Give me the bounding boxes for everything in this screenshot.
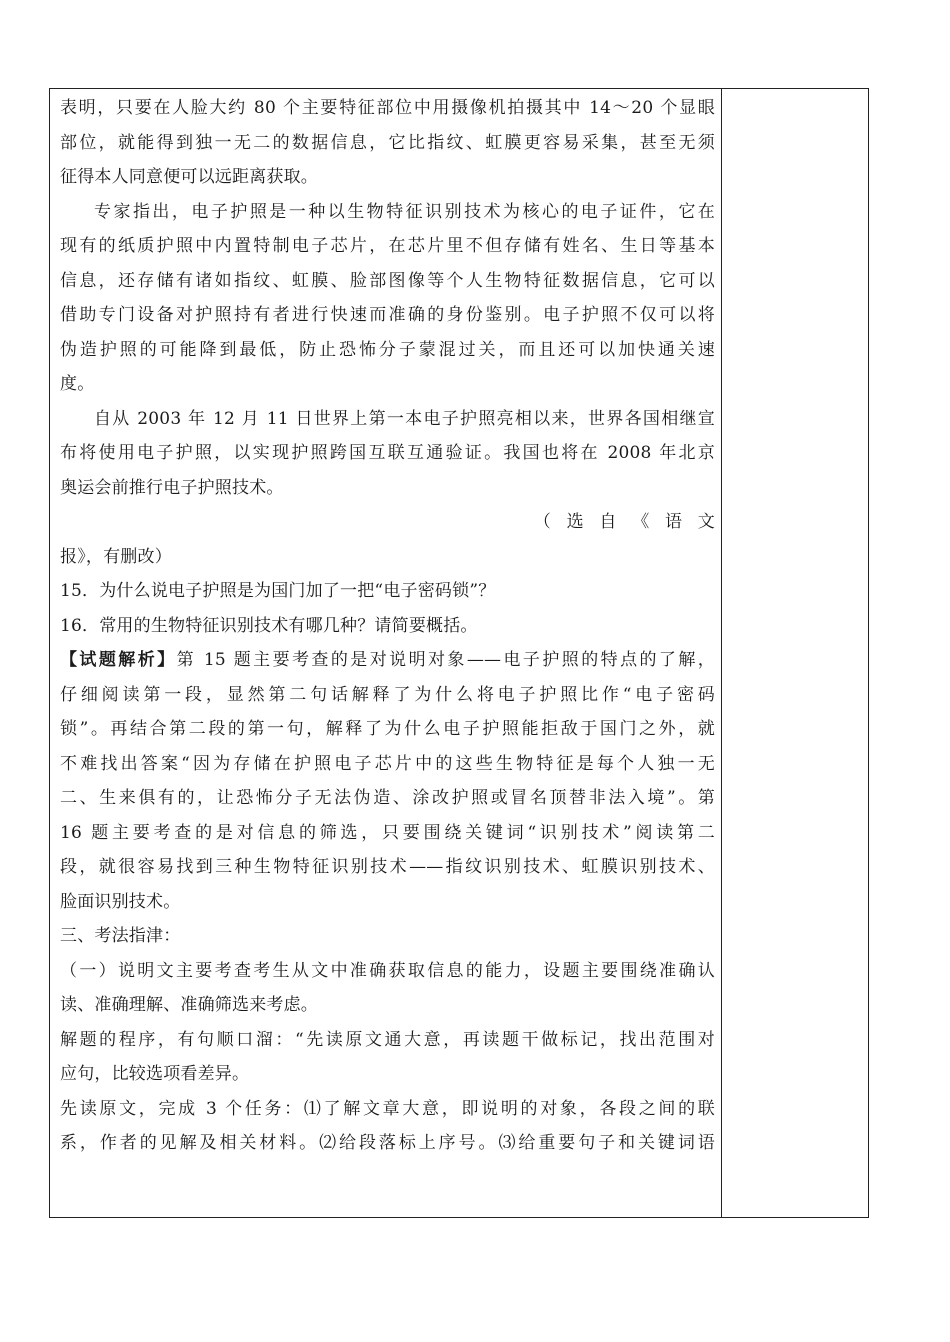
text-line: 系，作者的见解及相关材料。⑵给段落标上序号。⑶给重要句子和关键词语 — [60, 1133, 715, 1153]
text-line: 伪造护照的可能降到最低，防止恐怖分子蒙混过关，而且还可以加快通关速 — [60, 339, 715, 360]
text-line: 专家指出，电子护照是一种以生物特征识别技术为核心的电子证件，它在 — [94, 201, 715, 222]
section-heading: 三、考法指津： — [60, 926, 181, 946]
text-line: （一）说明文主要考查考生从文中准确获取信息的能力，设题主要围绕准确认 — [60, 960, 715, 981]
text-line: 先读原文，完成 3 个任务：⑴了解文章大意，即说明的对象，各段之间的联 — [60, 1098, 715, 1119]
text-line: 奥运会前推行电子护照技术。 — [60, 477, 284, 498]
main-text-column — [50, 89, 722, 1217]
question-16: 16．常用的生物特征识别技术有哪几种？请简要概括。 — [60, 615, 478, 636]
text-line: 读、准确理解、准确筛选来考虑。 — [60, 995, 318, 1015]
text-line: 锁”。再结合第二段的第一句，解释了为什么电子护照能拒敌于国门之外，就 — [60, 719, 715, 739]
text-line: 征得本人同意便可以远距离获取。 — [60, 167, 318, 187]
text-line: 信息，还存储有诸如指纹、虹膜、脸部图像等个人生物特征数据信息，它可以 — [60, 270, 715, 291]
text-line: 脸面识别技术。 — [60, 891, 181, 912]
source-citation-end: 报》，有删改） — [60, 546, 172, 567]
text-line: 16 题主要考查的是对信息的筛选，只要围绕关键词“识别技术”阅读第二 — [60, 822, 715, 843]
text-line: 仔细阅读第一段，显然第二句话解释了为什么将电子护照比作“电子密码 — [60, 684, 715, 705]
text-line: 度。 — [60, 374, 95, 394]
analysis-text: 第 15 题主要考查的是对说明对象——电子护照的特点的了解， — [176, 650, 715, 670]
text-line: 表明，只要在人脸大约 80 个主要特征部位中用摄像机拍摄其中 14～20 个显眼 — [60, 98, 715, 118]
content-table — [49, 88, 869, 1218]
text-line: 段，就很容易找到三种生物特征识别技术——指纹识别技术、虹膜识别技术、 — [60, 857, 715, 877]
side-column — [722, 89, 868, 1217]
analysis-label: 【试题解析】 — [60, 650, 177, 670]
text-line: 布将使用电子护照，以实现护照跨国互联互通验证。我国也将在 2008 年北京 — [60, 443, 715, 463]
text-line: 部位，就能得到独一无二的数据信息，它比指纹、虹膜更容易采集，甚至无须 — [60, 132, 715, 153]
analysis-line — [60, 643, 715, 678]
question-15: 15．为什么说电子护照是为国门加了一把“电子密码锁”？ — [60, 581, 496, 601]
text-line: 不难找出答案“因为存储在护照电子芯片中的这些生物特征是每个人独一无 — [60, 753, 715, 774]
text-line: 应句，比较选项看差异。 — [60, 1064, 250, 1084]
source-citation: （ 选 自 《 语 文 — [533, 512, 715, 532]
text-line: 现有的纸质护照中内置特制电子芯片，在芯片里不但存储有姓名、生日等基本 — [60, 236, 715, 256]
text-line: 借助专门设备对护照持有者进行快速而准确的身份鉴别。电子护照不仅可以将 — [60, 305, 715, 325]
text-line: 解题的程序，有句顺口溜：“先读原文通大意，再读题干做标记，找出范围对 — [60, 1029, 715, 1050]
text-line: 自从 2003 年 12 月 11 日世界上第一本电子护照亮相以来，世界各国相继宣 — [94, 408, 715, 429]
text-line: 二、生来俱有的，让恐怖分子无法伪造、涂改护照或冒名顶替非法入境”。第 — [60, 788, 715, 808]
